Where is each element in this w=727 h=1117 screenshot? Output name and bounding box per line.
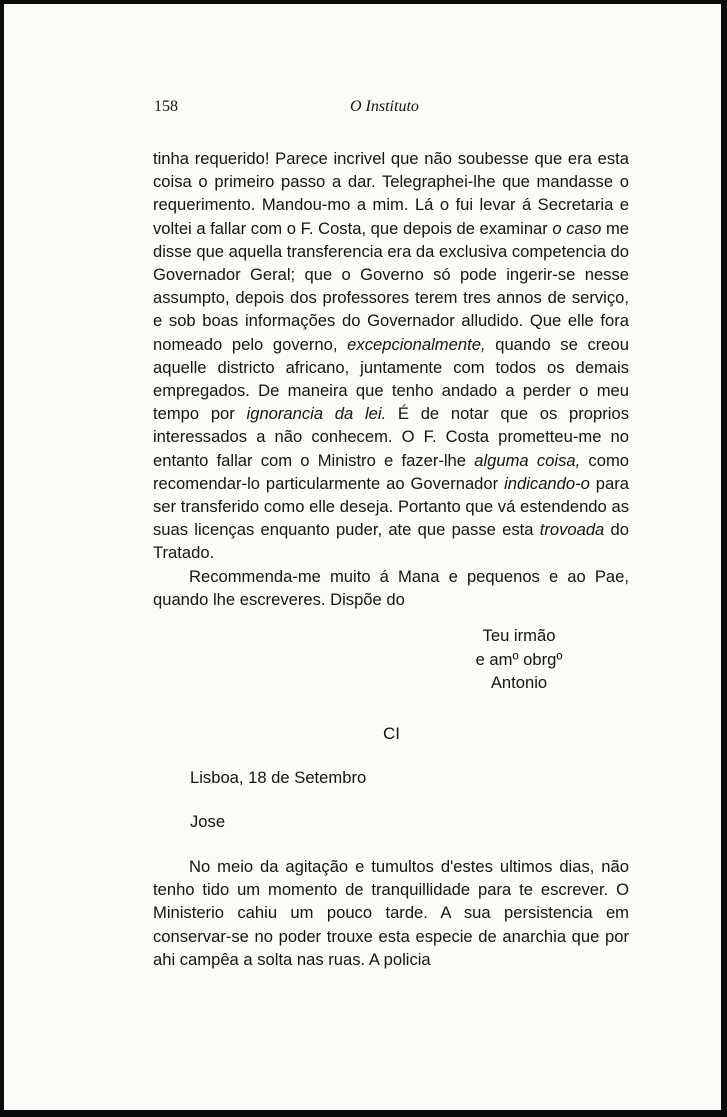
page-number: 158 [154,98,178,115]
text-run: do Tratado. [153,520,629,563]
text-run: tinha requerido! Parece incrivel que não soubesse que era esta coisa o primeiro passo a dar. Telegraphei-lhe que mandasse o requerimento. Mandou-mo a mim. Lá o fui levar á Secretaria e voltei a fallar com o F. Costa, que depois de examinar [153,149,629,238]
italic-run: excepcionalmente, [347,334,486,354]
italic-run: o caso [552,218,602,238]
signature-line: e amº obrgº [475,649,563,669]
text-run: me disse que aquella transferencia era da exclusiva competencia do Governador Geral; que o Governo só pode ingerir-se nesse assumpto, depois dos professores terem tres annos de serviço, e sob boas informações do Governador alludido. Que elle fora nomeado pelo governo, [153,218,629,354]
signature-line: Teu irmão [482,626,556,645]
paragraph [153,147,629,565]
italic-run: ignorancia da lei. [246,404,387,424]
italic-run: indicando-o [504,473,590,493]
italic-run: trovoada [539,520,605,540]
letter-body-next [153,855,629,971]
letter-number: CI [383,724,400,743]
book-page [4,4,721,1110]
paragraph: No meio da agitação e tumultos d'estes ultimos dias, não tenho tido um momento de tranquillidade para te escrever. O Ministerio cahiu um pouco tarde. A sua persistencia em conservar-se no poder trouxe esta especie de anarchia que por ahi campêa a solta nas ruas. A policia [153,857,629,969]
letter-date: Lisboa, 18 de Setembro [190,768,367,787]
italic-run: alguma coisa, [474,450,581,470]
text-run: para ser transferido como elle deseja. Portanto que vá estendendo as suas licenças enquanto puder, ate que passe esta [153,473,629,540]
signature-line: Antonio [490,673,548,692]
text-run: como recomendar-lo particularmente ao Governador [153,450,630,493]
letter-salutation: Jose [190,812,226,831]
page-header [154,98,629,120]
letter-body [153,147,629,611]
paragraph: Recommenda-me muito á Mana e pequenos e ao Pae, quando lhe escreveres. Dispõe do [153,566,629,609]
signature-block [444,624,594,695]
text-run: É de notar que os proprios interessados a não conhecem. O F. Costa prometteu-me no entanto fallar com o Ministro e fazer-lhe [153,404,629,470]
running-title: O Instituto [350,98,419,115]
text-run: quando se creou aquelle districto africano, juntamente com todos os demais empregados. De maneira que tenho andado a perder o meu tempo por [153,334,629,424]
